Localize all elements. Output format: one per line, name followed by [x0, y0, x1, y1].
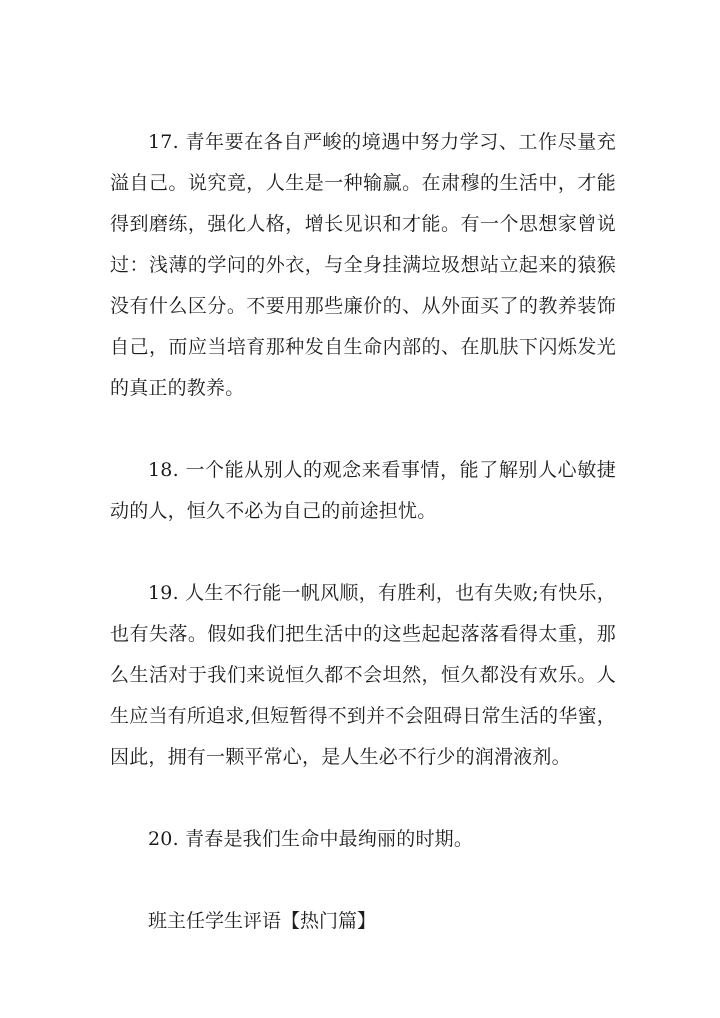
paragraph-17: 17. 青年要在各自严峻的境遇中努力学习、工作尽量充溢自己。说究竟，人生是一种输赢。在肃穆的生活中，才能得到磨练，强化人格，增长见识和才能。有一个思想家曾说过：浅薄的学问的外衣，与全身挂满垃圾想站立起来的猿猴没有什么区分。不要用那些廉价的、从外面买了的教养装饰自己，而应当培育那种发自生命内部的、在肌肤下闪烁发光的真正的教养。	[110, 131, 616, 399]
paragraph-19: 19. 人生不行能一帆风顺，有胜利，也有失败;有快乐，也有失落。假如我们把生活中的这些起起落落看得太重，那么生活对于我们来说恒久都不会坦然，恒久都没有欢乐。人生应当有所追求,但短暂得不到并不会阻碍日常生活的华蜜，因此，拥有一颗平常心，是人生必不行少的润滑液剂。	[110, 582, 616, 768]
section-heading: 班主任学生评语【热门篇】	[148, 910, 377, 932]
paragraph-18: 18. 一个能从别人的观念来看事情，能了解别人心敏捷动的人，恒久不必为自己的前途担忧。	[110, 459, 616, 522]
document-body	[110, 122, 616, 942]
paragraph-20: 20. 青春是我们生命中最绚丽的时期。	[148, 828, 474, 850]
